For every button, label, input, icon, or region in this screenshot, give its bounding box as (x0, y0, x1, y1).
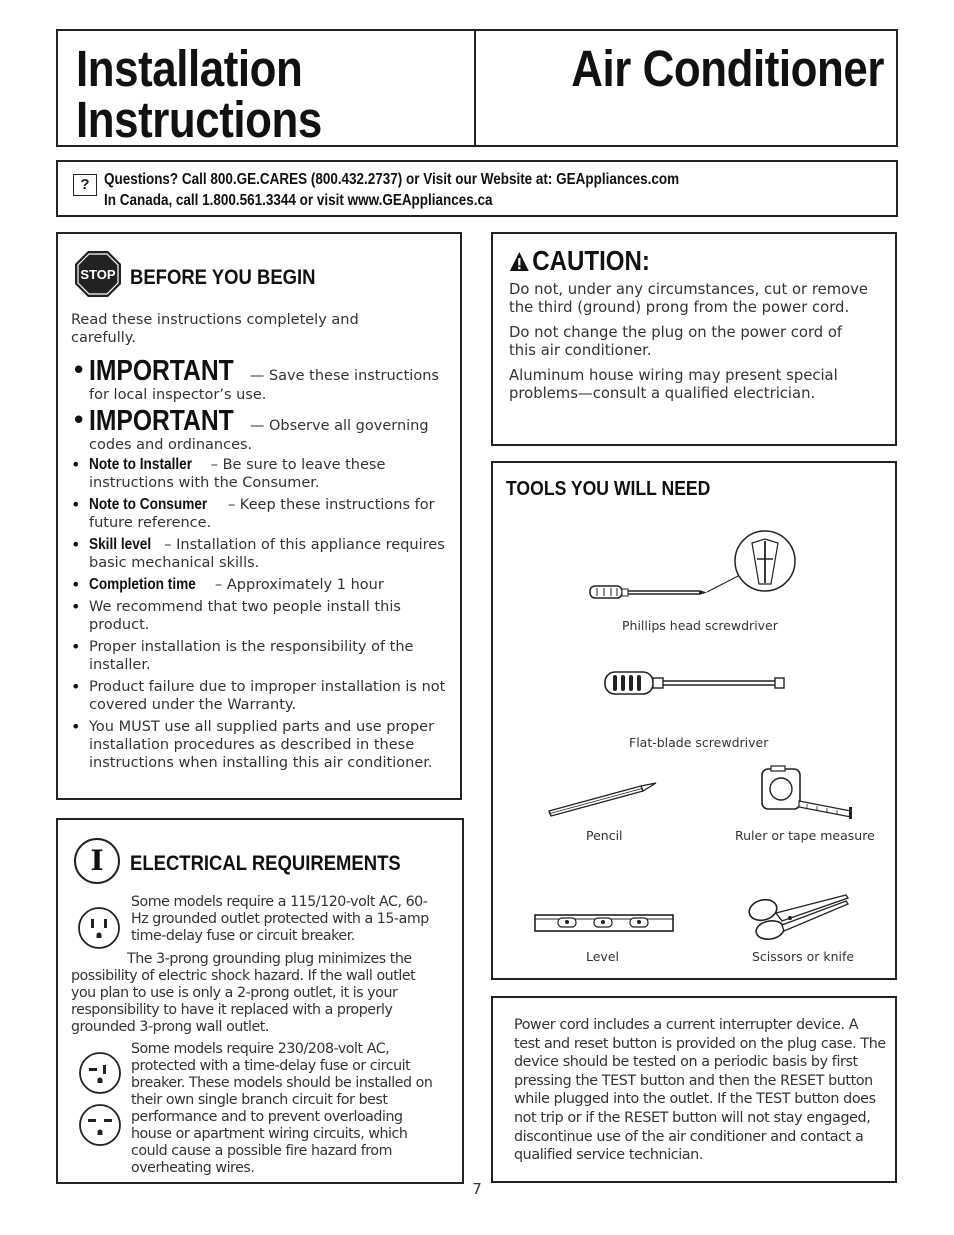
item-text: Proper installation is the responsibility of the installer. (89, 639, 414, 673)
important-label: IMPORTANT (89, 405, 234, 437)
power-cord-note (491, 996, 897, 1183)
before-heading: BEFORE YOU BEGIN (130, 266, 316, 289)
tools-heading: TOOLS YOU WILL NEED (506, 478, 711, 500)
tool-label-scissors: Scissors or knife (752, 949, 855, 964)
question-mark-icon: ? (73, 174, 97, 196)
info-icon: I (74, 838, 120, 884)
important-text: — Observe all governing codes and ordinances. (89, 418, 429, 453)
stop-sign-text: STOP (80, 267, 116, 282)
three-prong-outlet-icon (77, 906, 121, 950)
item-text: You MUST use all supplied parts and use proper installation procedures as described in these instructions when installing this air conditioner. (89, 719, 435, 771)
power-cord-text: Power cord includes a current interrupter device. A test and reset button is provided on the plug case. The device should be tested on a periodic basis by first pressing the TEST button and then the RESET button while plugged into the outlet. If the TEST button does not trip or if the RESET button will not stay engaged, discontinue use of the air conditioner and contact a qualified service technician. (514, 1017, 886, 1164)
list-item (71, 536, 451, 572)
pencil-icon (546, 781, 659, 819)
tools-section (491, 461, 897, 980)
caution-paragraph-2: Do not change the plug on the power cord of this air conditioner. (509, 324, 843, 359)
list-item (71, 598, 451, 634)
tape-measure-icon (759, 765, 857, 821)
list-item-important-2 (71, 406, 451, 454)
electrical-paragraph-3: Some models require 230/208-volt AC, protected with a time-delay fuse or circuit breaker. These models should be installed on their own single branch circuit for best performance and to prevent overloading house or apartment wiring circuits, which could cause a possible fire hazard from overheating wires. (131, 1041, 433, 1176)
document-title (58, 31, 476, 148)
tool-label-level: Level (586, 949, 619, 964)
flat-blade-screwdriver-icon (603, 666, 788, 702)
caution-heading (509, 246, 829, 276)
stop-sign-icon (74, 250, 122, 298)
important-text: — Save these instructions for local inspector’s use. (89, 368, 439, 403)
list-item (71, 718, 451, 772)
page-number: 7 (472, 1180, 482, 1198)
item-lead: Note to Installer (89, 456, 193, 473)
item-text: – Be sure to leave these instructions with the Consumer. (89, 457, 386, 491)
product-title: Air Conditioner (571, 40, 884, 97)
caution-title: CAUTION: (532, 245, 650, 276)
tool-label-flat-blade: Flat-blade screwdriver (629, 735, 769, 750)
level-icon (533, 909, 675, 935)
electrical-paragraph-2: The 3-prong grounding plug minimizes the possibility of electric shock hazard. If the wall outlet you plan to use is only a 2-prong outlet, it is your responsibility to have it replaced with a properly grounded 3-prong wall outlet. (71, 951, 416, 1035)
questions-line-2: In Canada, call 1.800.561.3344 or visit www.GEAppliances.ca (104, 192, 493, 209)
caution-section (491, 232, 897, 446)
horizontal-outlet-icon (78, 1103, 122, 1147)
questions-bar (56, 160, 898, 217)
item-lead: Completion time (89, 576, 196, 593)
item-text: – Approximately 1 hour (210, 577, 384, 593)
item-text: We recommend that two people install this product. (89, 599, 401, 633)
item-text: – Installation of this appliance requires basic mechanical skills. (89, 537, 445, 571)
title-header (56, 29, 898, 147)
tool-label-pencil: Pencil (586, 828, 623, 843)
before-you-begin-section (56, 232, 462, 800)
list-item-important-1 (71, 356, 451, 404)
before-intro: Read these instructions completely and carefully. (71, 312, 359, 346)
list-item (71, 496, 451, 532)
important-label: IMPORTANT (89, 355, 234, 387)
tool-label-phillips: Phillips head screwdriver (622, 618, 778, 633)
phillips-screwdriver-icon (587, 529, 807, 609)
item-text: Product failure due to improper installation is not covered under the Warranty. (89, 679, 446, 713)
electrical-requirements-section (56, 818, 464, 1184)
list-item (71, 638, 451, 674)
electrical-paragraph-1: Some models require a 115/120-volt AC, 60-Hz grounded outlet protected with a 15-amp time-delay fuse or circuit breaker. (131, 894, 429, 944)
item-lead: Skill level (89, 536, 152, 553)
scissors-icon (746, 891, 852, 943)
caution-paragraph-3: Aluminum house wiring may present special problems—consult a qualified electrician. (509, 367, 838, 402)
list-item (71, 576, 451, 594)
list-item (71, 456, 451, 492)
list-item (71, 678, 451, 714)
title-line-2: Instructions (76, 91, 322, 148)
warning-triangle-icon (509, 251, 530, 272)
tool-label-tape-measure: Ruler or tape measure (735, 828, 875, 843)
questions-line-1: Questions? Call 800.GE.CARES (800.432.2737) or Visit our Website at: GEAppliances.com (104, 171, 680, 188)
tandem-outlet-icon (78, 1051, 122, 1095)
before-list (71, 356, 451, 776)
item-text: – Keep these instructions for future reference. (89, 497, 435, 531)
product-title-cell (476, 31, 896, 145)
electrical-heading: ELECTRICAL REQUIREMENTS (130, 852, 401, 875)
title-line-1: Installation (76, 40, 303, 97)
item-lead: Note to Consumer (89, 496, 208, 513)
caution-paragraph-1: Do not, under any circumstances, cut or remove the third (ground) prong from the power cord. (509, 281, 869, 316)
